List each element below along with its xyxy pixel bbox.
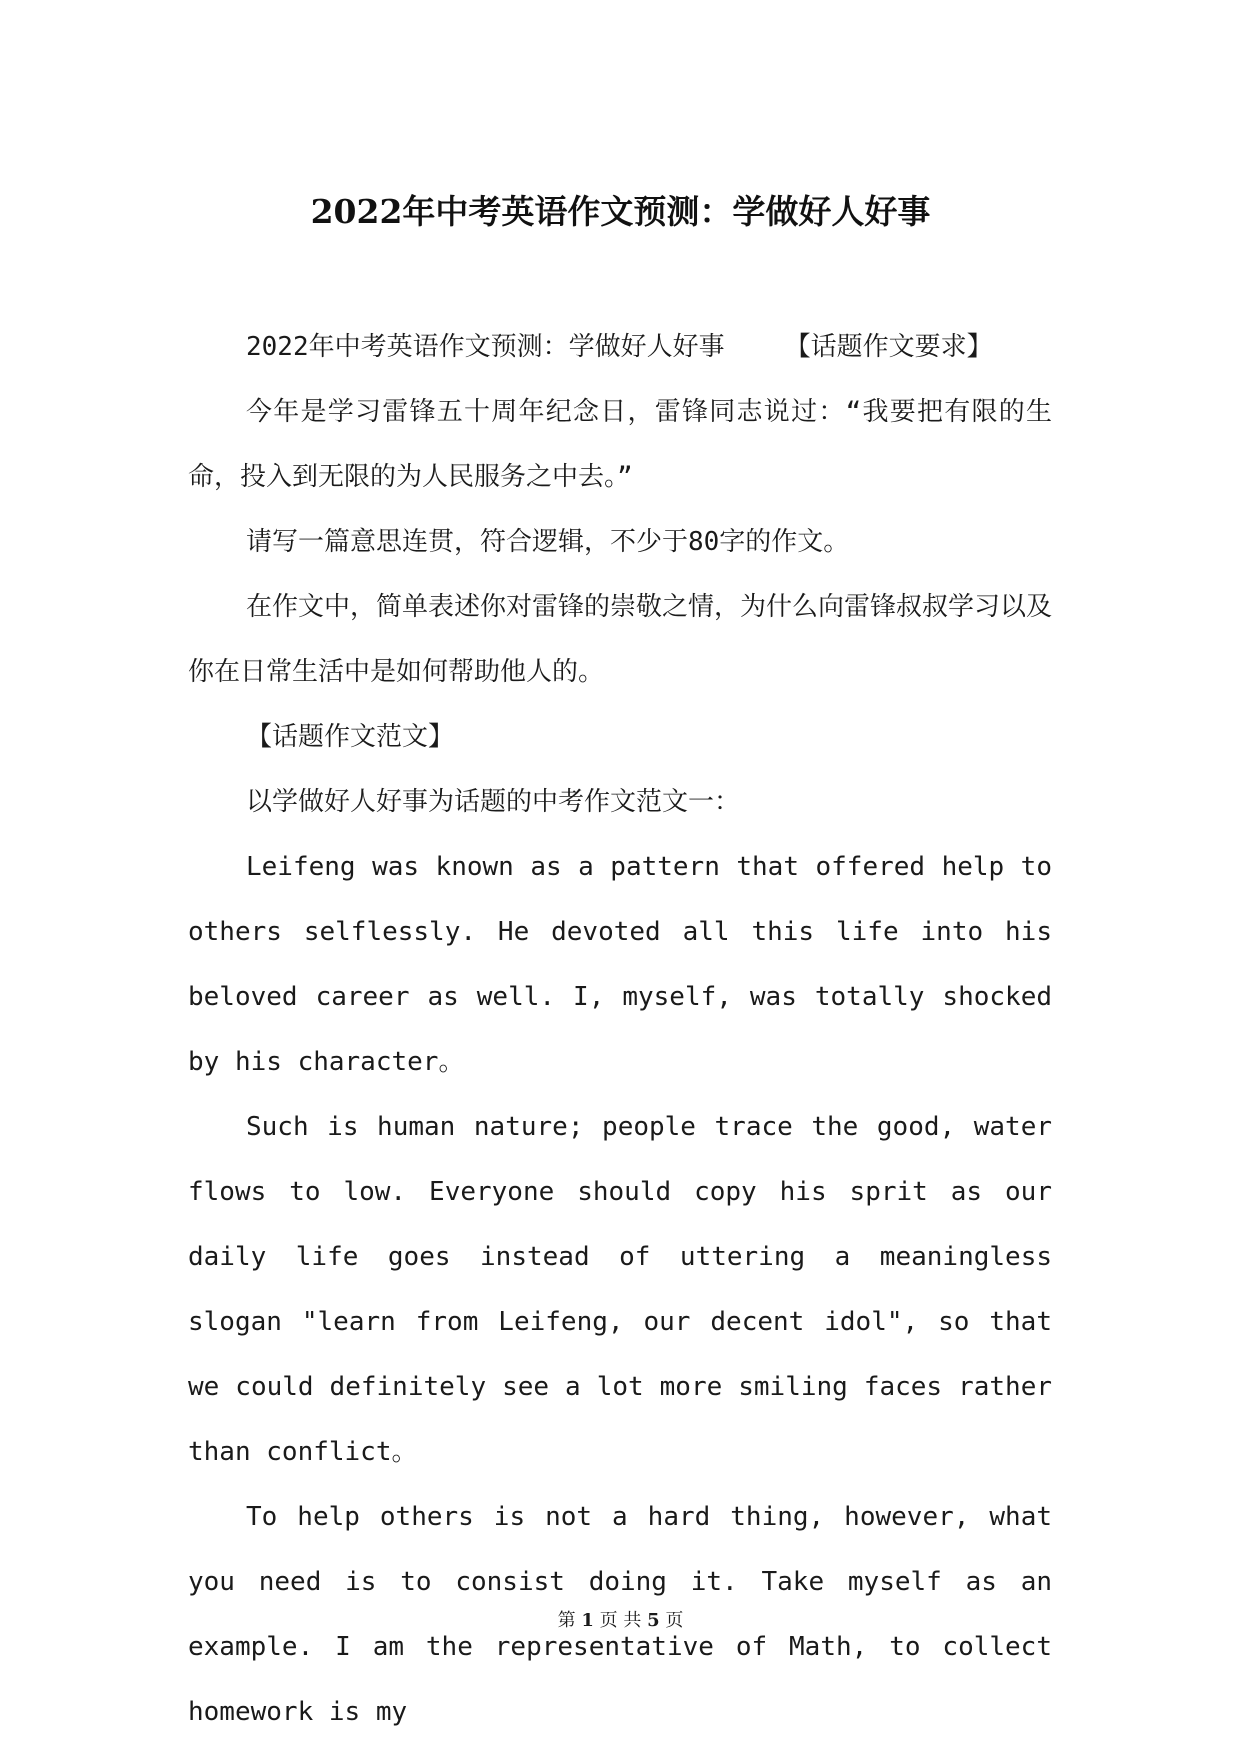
paragraph: 在作文中，简单表述你对雷锋的崇敬之情，为什么向雷锋叔叔学习以及你在日常生活中是如何帮助他人的。 [188,592,1053,687]
footer-middle: 页 共 [599,1610,642,1631]
document-title: 2022年中考英语作文预测：学做好人好事 [310,192,931,231]
intro-line-title: 2022年中考英语作文预测：学做好人好事 [246,332,725,362]
requirements-heading: 【话题作文要求】 [784,332,993,362]
page-footer [0,1609,1241,1633]
document-body [188,315,1052,1745]
sample-essay-heading: 【话题作文范文】 [246,722,455,752]
english-paragraph: Leifeng was known as a pattern that offered help to others selflessly. He devoted all this life into his beloved career as well. I, myself, was totally shocked by his character。 [188,852,1052,1077]
paragraph: 以学做好人好事为话题的中考作文范文一： [246,787,741,817]
intro-line [188,315,1052,380]
paragraph: 今年是学习雷锋五十周年纪念日，雷锋同志说过：“我要把有限的生命，投入到无限的为人民服务之中去。” [188,397,1052,492]
current-page-number: 1 [581,1610,594,1631]
paragraph: 请写一篇意思连贯，符合逻辑，不少于80字的作文。 [246,527,850,557]
footer-suffix: 页 [665,1610,684,1631]
english-paragraph: Such is human nature; people trace the good, water flows to low. Everyone should copy his sprit as our daily life goes instead of uttering a meaningless slogan "learn from Leifeng, our decent idol", so that we could definitely see a lot more smiling faces rather than conflict。 [188,1112,1052,1467]
english-paragraph: To help others is not a hard thing, however, what you need is to consist doing it. Take myself as an example. I am the representative of Math, to collect homework is my [188,1502,1052,1727]
footer-prefix: 第 [557,1610,576,1631]
total-pages-number: 5 [647,1610,660,1631]
